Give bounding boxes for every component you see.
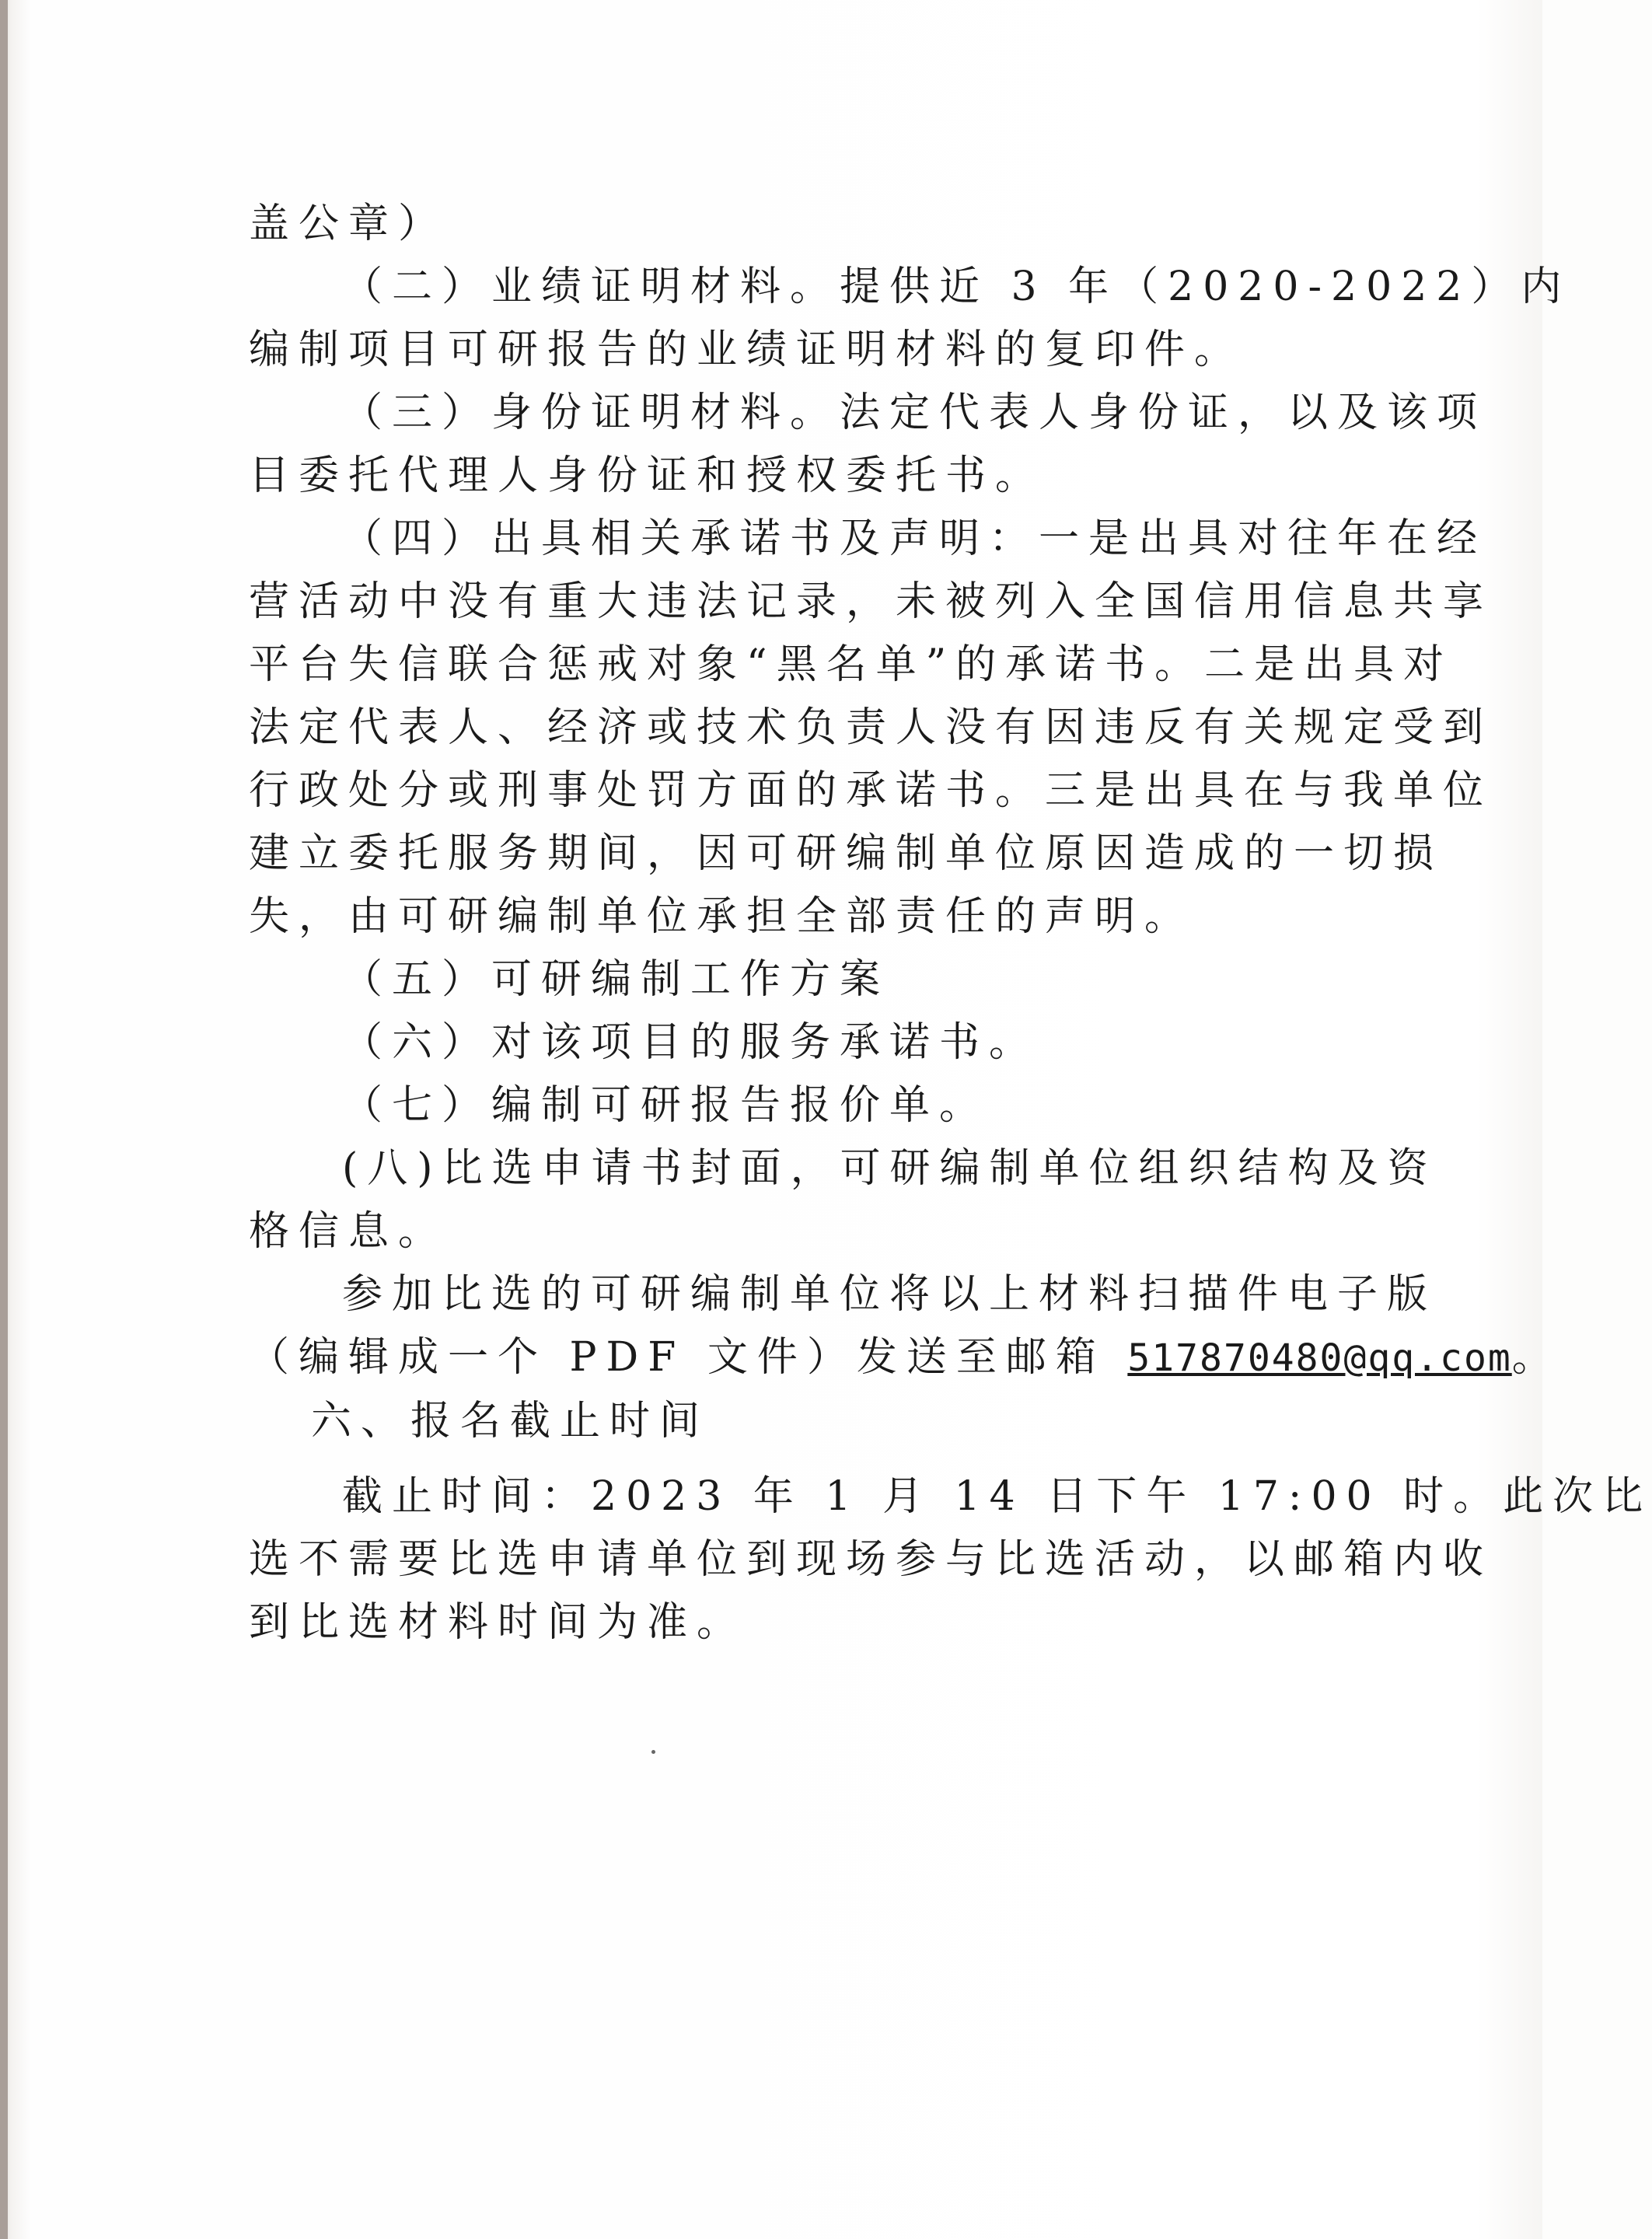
deadline-section-heading: 六、报名截止时间: [311, 1398, 710, 1444]
section-5-item: （五）可研编制工作方案: [342, 956, 890, 1003]
text-line: （编辑成一个 PDF 文件）发送至邮箱: [249, 1334, 1128, 1381]
text-line: 平台失信联合惩戒对象“黑名单”的承诺书。二是出具对: [249, 641, 1454, 688]
section-3-heading: （三）身份证明材料。法定代表人身份证，以及该项: [342, 389, 1487, 436]
section-7-item: （七）编制可研报告报价单。: [342, 1082, 990, 1129]
text-line: 编制项目可研报告的业绩证明材料的复印件。: [249, 327, 1245, 373]
text-line: 到比选材料时间为准。: [249, 1599, 747, 1646]
text-line: 行政处分或刑事处罚方面的承诺书。三是出具在与我单位: [249, 767, 1493, 814]
scan-speck: [651, 1750, 655, 1754]
submission-paragraph: 参加比选的可研编制单位将以上材料扫描件电子版: [342, 1271, 1437, 1318]
text-line: 选不需要比选申请单位到现场参与比选活动，以邮箱内收: [249, 1536, 1493, 1583]
section-6-item: （六）对该项目的服务承诺书。: [342, 1019, 1039, 1066]
text-line: 。: [1511, 1334, 1562, 1381]
text-line: 建立委托服务期间，因可研编制单位原因造成的一切损: [249, 830, 1444, 877]
section-8-heading: (八)比选申请书封面，可研编制单位组织结构及资: [342, 1145, 1437, 1192]
text-line: 失，由可研编制单位承担全部责任的声明。: [249, 893, 1195, 940]
email-link[interactable]: 517870480@qq.com: [1127, 1336, 1512, 1380]
text-line: 盖公章）: [249, 201, 449, 247]
section-4-heading: （四）出具相关承诺书及声明：一是出具对往年在经: [342, 515, 1487, 562]
text-line: 法定代表人、经济或技术负责人没有因违反有关规定受到: [249, 704, 1493, 751]
text-line: 格信息。: [249, 1208, 449, 1255]
submission-email-line: [249, 1326, 1562, 1390]
deadline-paragraph: 截止时间：2023 年 1 月 14 日下午 17:00 时。此次比: [342, 1473, 1652, 1520]
text-line: 目委托代理人身份证和授权委托书。: [249, 452, 1046, 499]
document-body: [249, 193, 1652, 1654]
text-line: 营活动中没有重大违法记录，未被列入全国信用信息共享: [249, 578, 1493, 625]
section-2-heading: （二）业绩证明材料。提供近 3 年（2020-2022）内: [342, 264, 1571, 310]
scan-edge-shadow: [0, 0, 8, 2239]
